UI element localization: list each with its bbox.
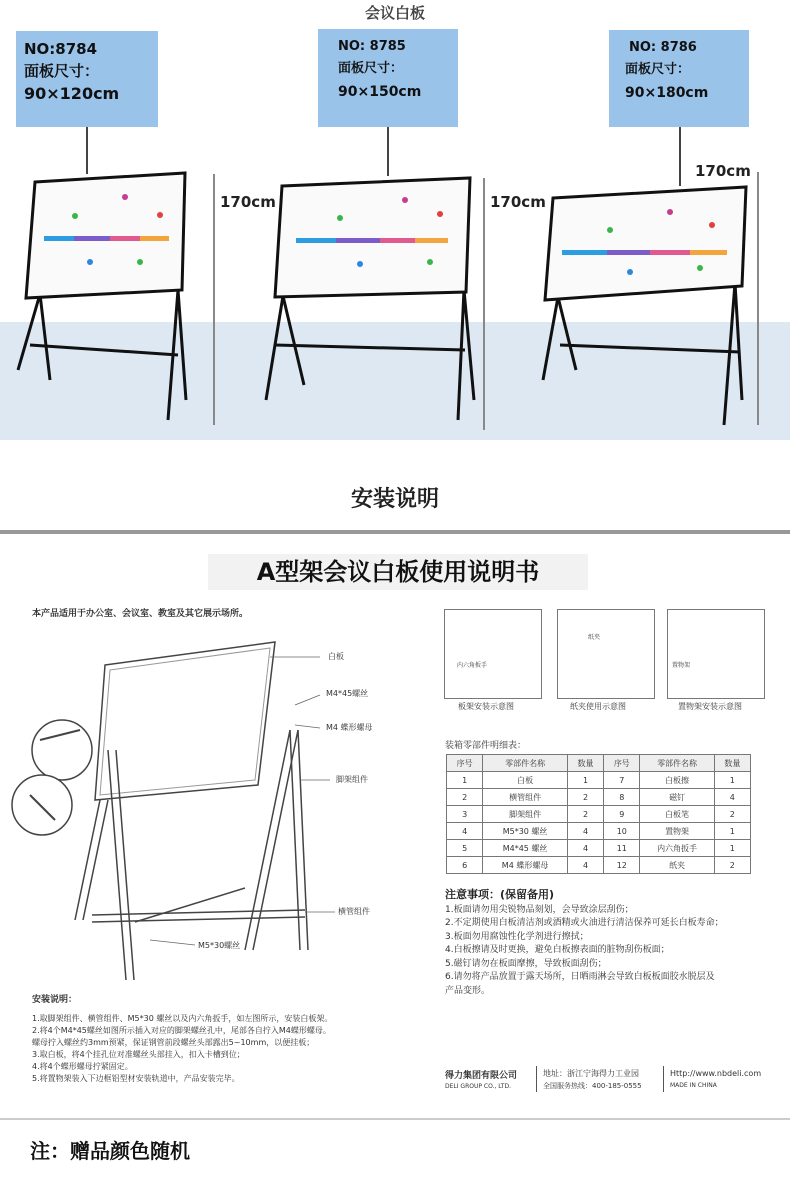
company-block [445, 1068, 517, 1093]
table-row [447, 857, 751, 874]
height-label-8784: 170cm [220, 193, 276, 211]
table-cell: 磁钉 [640, 789, 714, 806]
size-label: 面板尺寸： [24, 62, 100, 80]
notes-title: 注意事项：(保留备用) [445, 888, 555, 901]
size-value: 90×180cm [625, 85, 709, 101]
table-cell: 2 [714, 806, 750, 823]
column-header: 零部件名称 [483, 755, 568, 772]
table-cell: 1 [714, 823, 750, 840]
table-cell: 5 [447, 840, 483, 857]
height-label-8786: 170cm [695, 162, 751, 180]
care-notes [445, 888, 785, 998]
table-cell: 白板擦 [640, 772, 714, 789]
label-m5x30: M5*30螺丝 [198, 941, 241, 950]
table-row [447, 806, 751, 823]
model-number: NO: 8785 [338, 39, 406, 54]
table-cell: M4 蝶形螺母 [483, 857, 568, 874]
column-header: 数量 [714, 755, 750, 772]
thumb-caption: 纸夹使用示意图 [570, 702, 626, 711]
table-cell: 1 [567, 772, 603, 789]
label-board: 白板 [328, 652, 344, 661]
table-cell: 9 [604, 806, 640, 823]
table-cell: 内六角扳手 [640, 840, 714, 857]
table-cell: 2 [447, 789, 483, 806]
thumb-inner-label: 内六角扳手 [457, 662, 488, 669]
table-cell: 1 [447, 772, 483, 789]
model-number: NO:8784 [24, 40, 98, 58]
label-m4-nut: M4 蝶形螺母 [326, 723, 373, 732]
column-header: 序号 [604, 755, 640, 772]
label-m4x45: M4*45螺丝 [326, 689, 369, 698]
table-cell: 4 [567, 823, 603, 840]
hotline: 全国服务热线：400-185-0555 [543, 1082, 642, 1090]
table-cell: 1 [714, 840, 750, 857]
height-label-8785: 170cm [490, 193, 546, 211]
note-item: 2.不定期使用白板清洁剂或酒精或火油进行清洁保养可延长白板寿命； [445, 918, 724, 928]
table-row [447, 772, 751, 789]
note-item: 6.请勿将产品放置于露天场所，日晒雨淋会导致白板板面胶水脱层及 [445, 972, 715, 982]
table-row [447, 823, 751, 840]
size-label: 面板尺寸： [625, 62, 691, 77]
table-cell: 11 [604, 840, 640, 857]
install-steps [32, 992, 432, 1085]
note-item: 产品变形。 [445, 985, 491, 996]
product-showcase [0, 0, 790, 440]
manual-intro: 本产品适用于办公室、会议室、教室及其它展示场所。 [32, 609, 249, 619]
website: Http://www.nbdeli.com [670, 1069, 762, 1078]
install-step: 5.将置物架装入下边框铝型材安装轨道中，产品安装完毕。 [32, 1074, 240, 1083]
thumb-frame-shelf [667, 609, 765, 699]
table-cell: 6 [447, 857, 483, 874]
size-value: 90×120cm [24, 84, 120, 103]
table-cell: 脚架组件 [483, 806, 568, 823]
install-step: 2.将4个M4*45螺丝如图所示插入对应的脚架螺丝孔中，尾部各自拧入M4蝶形螺母。 [32, 1026, 331, 1035]
thumb-inner-label: 纸夹 [588, 634, 601, 641]
install-step: 4.将4个蝶形螺母拧紧固定。 [32, 1062, 133, 1071]
label-leg: 脚架组件 [336, 775, 368, 784]
table-cell: 7 [604, 772, 640, 789]
web-block [670, 1068, 761, 1092]
model-number: NO: 8786 [629, 40, 697, 55]
made-in: MADE IN CHINA [670, 1082, 717, 1089]
company-name: 得力集团有限公司 [445, 1071, 518, 1081]
note-item: 5.磁钉请勿在板面摩擦，导致板面刮伤； [445, 958, 607, 969]
size-label: 面板尺寸： [338, 61, 404, 76]
install-steps-title: 安装说明： [32, 995, 78, 1005]
column-header: 零部件名称 [640, 755, 714, 772]
table-cell: 纸夹 [640, 857, 714, 874]
table-cell: 横管组件 [483, 789, 568, 806]
note-item: 1.板面请勿用尖锐物品刻划，会导致涂层刮伤； [445, 904, 634, 915]
install-step: 3.取白板，将4个挂孔位对准螺丝头部挂入，扣入卡槽到位； [32, 1050, 245, 1059]
thumb-caption: 板架安装示意图 [458, 702, 514, 711]
table-cell: 1 [714, 772, 750, 789]
thumb-inner-label: 置物架 [672, 662, 691, 669]
thumb-caption: 置物架安装示意图 [678, 702, 742, 711]
label-crossbar: 横管组件 [338, 907, 370, 916]
table-cell: M4*45 螺丝 [483, 840, 568, 857]
table-cell: 4 [567, 840, 603, 857]
table-row [447, 840, 751, 857]
parts-title: 装箱零部件明细表： [445, 741, 527, 751]
table-cell: M5*30 螺丝 [483, 823, 568, 840]
column-header: 数量 [567, 755, 603, 772]
thumb-frame-clip [557, 609, 655, 699]
whiteboard-illustrations [0, 0, 790, 440]
address: 地址：浙江宁海得力工业园 [543, 1069, 639, 1078]
table-cell: 2 [567, 789, 603, 806]
table-cell: 10 [604, 823, 640, 840]
table-cell: 12 [604, 857, 640, 874]
table-cell: 3 [447, 806, 483, 823]
thumb-frame-install [444, 609, 542, 699]
gift-note: 注：赠品颜色随机 [30, 1139, 190, 1163]
divider [0, 530, 790, 534]
divider [0, 1118, 790, 1120]
column-header: 序号 [447, 755, 483, 772]
assembly-diagram [0, 620, 420, 990]
table-cell: 4 [714, 789, 750, 806]
table-cell: 4 [567, 857, 603, 874]
divider [663, 1066, 664, 1092]
address-block [543, 1068, 642, 1092]
parts-table [446, 754, 751, 874]
table-cell: 白板 [483, 772, 568, 789]
table-cell: 4 [447, 823, 483, 840]
table-cell: 2 [714, 857, 750, 874]
install-step: 1.取脚架组件、横管组件、M5*30 螺丝以及内六角扳手，如左图所示，安装白板架。 [32, 1014, 333, 1023]
table-header-row [447, 755, 751, 772]
table-cell: 2 [567, 806, 603, 823]
table-cell: 置物架 [640, 823, 714, 840]
note-item: 4.白板擦请及时更换，避免白板擦表面的脏物刮伤板面； [445, 945, 670, 955]
size-value: 90×150cm [338, 84, 422, 100]
table-row [447, 789, 751, 806]
install-heading: 安装说明 [350, 487, 439, 512]
company-english: DELI GROUP CO., LTD. [445, 1083, 511, 1090]
install-step: 螺母拧入螺丝约3mm预紧，保证钢管前段螺丝头部露出5~10mm，以便挂板； [32, 1038, 315, 1047]
table-cell: 8 [604, 789, 640, 806]
section-title: 会议白板 [364, 4, 425, 22]
table-cell: 白板笔 [640, 806, 714, 823]
divider [536, 1066, 537, 1092]
note-item: 3.板面勿用腐蚀性化学剂进行擦拭； [445, 931, 589, 942]
manual-title: A型架会议白板使用说明书 [208, 554, 588, 590]
